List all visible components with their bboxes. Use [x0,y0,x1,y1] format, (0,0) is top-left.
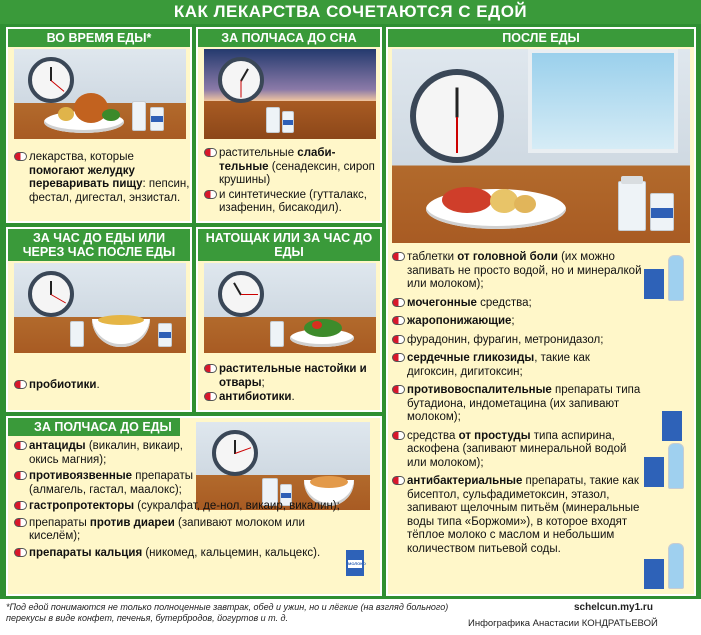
list-item: и синтетические (гутталакс, изафенин, бисакодил). [204,189,380,216]
milk-carton-icon [644,269,664,299]
list-item: растительные слаби-тельные (сенадексин, сироп крушины) [204,147,380,188]
pill-icon [392,476,405,485]
panel-before-sleep [196,27,382,223]
clock-icon [218,271,264,317]
pill-icon [392,335,405,344]
milk-carton-icon [346,550,364,576]
list-item: антибиотики. [204,391,380,405]
clock-icon [28,57,74,103]
scene-illustration [204,49,376,139]
credit-site: schelcun.my1.ru [574,602,653,613]
milk-carton-icon [644,559,664,589]
water-bottle-icon [668,443,684,489]
list-item: сердечные гликозиды, такие как дигоксин, дигитоксин; [392,352,642,379]
list-item: антибактериальные препараты, такие как бисептол, сульфадиметоксин, этазол, запивают щелочным питьём (минеральные воды типа «Боржоми»), в которое входят тёплое молоко с маслом и небольшим количеством питьевой соды. [392,475,642,556]
window [528,49,678,153]
pill-icon [392,298,405,307]
meat-icon [442,187,492,213]
list-item: таблетки от головной боли (их можно запивать не просто водой, но и минералкой или молоком); [392,251,642,292]
pill-icon [204,392,217,401]
pill-icon [14,548,27,557]
milk-carton-icon [662,411,682,441]
pill-icon [392,431,405,440]
pill-icon [204,364,217,373]
list-item: жаропонижающие; [392,315,642,329]
pill-icon [204,148,217,157]
pill-icon [14,501,27,510]
scene-illustration [14,49,186,139]
panel-after-meal [386,27,696,596]
scene-illustration [392,49,690,243]
list-item: лекарства, которые помогают желудку переваривать пищу: пепсин, фестал, дигестал, энзистал. [14,151,190,205]
salad-icon [304,319,342,337]
list-item: средства от простуды типа аспирина, аскофена (запивают минеральной водой или молоком); [392,430,642,471]
clock-icon [410,69,504,163]
pill-icon [14,471,27,480]
clock-icon [28,271,74,317]
medicine-bottle-icon [266,107,280,133]
clock-icon [218,57,264,103]
pill-icon [392,385,405,394]
medicine-bottle-icon [270,321,284,347]
list-item: противовоспалительные препараты типа бутадиона, индометацина (их запивают молоком); [392,384,642,425]
credit-author: Инфографика Анастасии КОНДРАТЬЕВОЙ [468,618,658,629]
water-bottle-icon [668,255,684,301]
medicine-bottle-icon [132,101,146,131]
milk-label: МОЛОКО [348,561,366,566]
footnote: *Под едой понимаются не только полноценные завтрак, обед и ужин, но и лёгкие (на взгляд больного) перекусы в виде конфет, печенья, бутербродов, йогуртов и т. д. [6,602,449,623]
list-item: антациды (викалин, викаир, окись магния); [14,440,196,467]
panel-heading: ЗА ПОЛЧАСА ДО ЕДЫ [8,418,180,436]
milk-carton-icon [644,457,664,487]
panel-text [14,379,190,394]
list-item: растительные настойки и отвары; [204,363,380,390]
panel-empty-stomach [196,227,382,412]
panel-text [14,151,190,206]
pill-icon [392,353,405,362]
panel-hour-before [6,227,192,412]
panel-heading: НАТОЩАК ИЛИ ЗА ЧАС ДО ЕДЫ [198,229,380,261]
scene-illustration [14,263,186,353]
medicine-bottle-icon [70,321,84,347]
panel-text [204,363,380,406]
list-item: препараты кальция (никомед, кальцемин, кальцекс). [14,547,378,561]
panel-half-hour-before [6,416,382,596]
medicine-bottle-icon [618,181,646,231]
page-title: КАК ЛЕКАРСТВА СОЧЕТАЮТСЯ С ЕДОЙ [0,0,701,24]
panel-text [14,440,378,561]
list-item: мочегонные средства; [392,297,642,311]
pill-icon [14,152,27,161]
scene-illustration [204,263,376,353]
panel-text [204,147,380,217]
panel-heading: ЗА ПОЛЧАСА ДО СНА [198,29,380,47]
panel-heading: ЗА ЧАС ДО ЕДЫ ИЛИ ЧЕРЕЗ ЧАС ПОСЛЕ ЕДЫ [8,229,190,261]
pill-icon [14,518,27,527]
list-item: гастропротекторы (сукралфат, де-нол, викаир, викалин); [14,500,378,514]
pill-icon [204,190,217,199]
panel-text [392,251,642,557]
pill-icon [392,252,405,261]
water-bottle-icon [668,543,684,589]
list-item: фурадонин, фурагин, метронидазол; [392,334,642,348]
panel-during-meal [6,27,192,223]
pill-icon [14,380,27,389]
list-item: препараты против диареи (запивают молоком или киселём); [14,517,334,544]
panel-heading: ВО ВРЕМЯ ЕДЫ* [8,29,190,47]
list-item: противоязвенные препараты (алмагель, гастал, маалокс); [14,470,196,497]
panel-heading: ПОСЛЕ ЕДЫ [388,29,694,47]
pill-icon [14,441,27,450]
pill-icon [392,316,405,325]
list-item: пробиотики. [14,379,190,393]
